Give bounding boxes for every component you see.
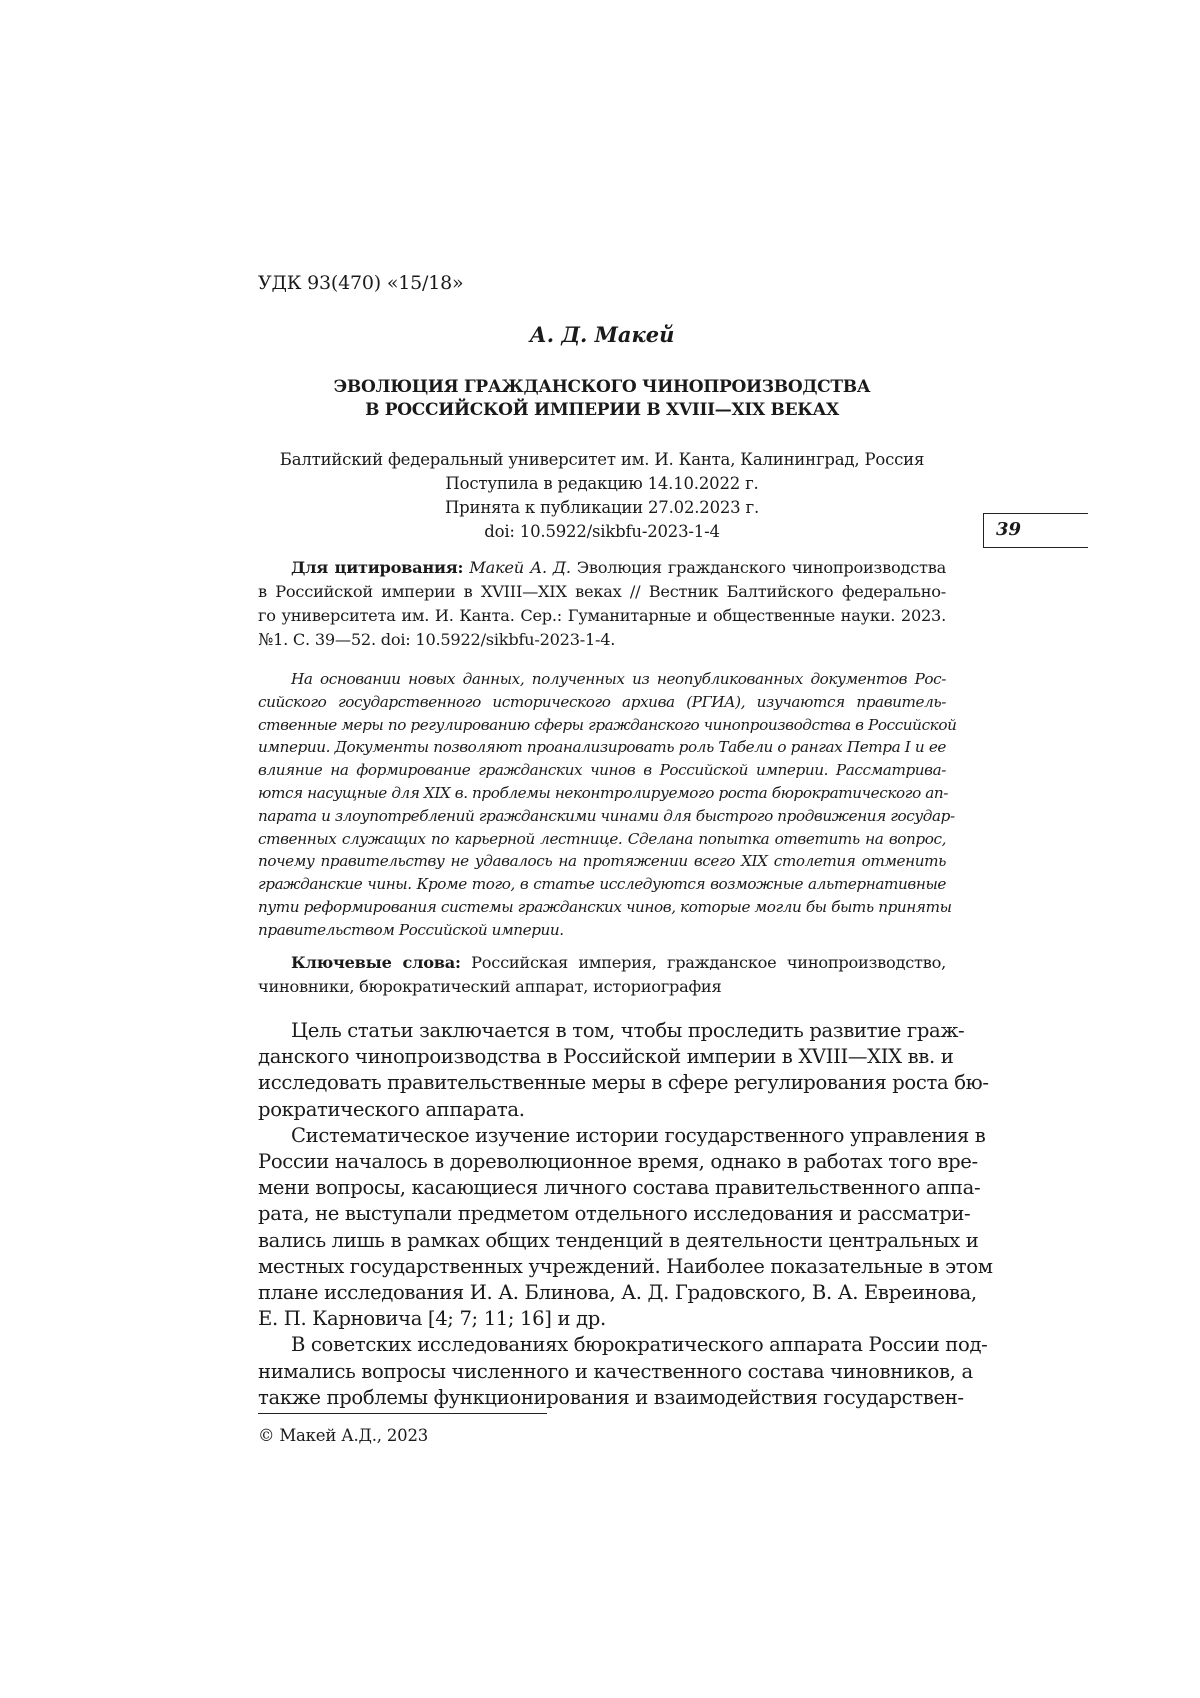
abstract-line: ственных служащих по карьерной лестнице. Сделана попытка ответить на вопрос, (258, 829, 946, 848)
citation-block (258, 556, 946, 652)
body-line: также проблемы функционирования и взаимодействия государствен- (258, 1385, 964, 1409)
body-line: В советских исследованиях бюрократического аппарата России под- (291, 1333, 988, 1357)
keywords-text: Российская империя, гражданское чинопроизводство, (460, 953, 946, 972)
body-line: местных государственных учреждений. Наиболее показательные в этом (258, 1254, 993, 1278)
body-line: Систематическое изучение истории государственного управления в (291, 1123, 986, 1147)
title-line-2: В РОССИЙСКОЙ ИМПЕРИИ В XVIII—XIX ВЕКАХ (365, 400, 839, 420)
citation-line: №1. С. 39—52. doi: 10.5922/sikbfu-2023-1-4. (258, 630, 616, 649)
body-line: Цель статьи заключается в том, чтобы проследить развитие граж- (291, 1019, 965, 1042)
author-name: А. Д. Макей (529, 322, 675, 347)
doi: doi: 10.5922/sikbfu-2023-1-4 (484, 522, 720, 541)
body-line: Е. П. Карновича [4; 7; 11; 16] и др. (258, 1307, 606, 1331)
affiliation-block (258, 448, 946, 544)
footnote-divider (258, 1413, 547, 1414)
title-line-1: ЭВОЛЮЦИЯ ГРАЖДАНСКОГО ЧИНОПРОИЗВОДСТВА (333, 377, 871, 397)
received-date: Поступила в редакцию 14.10.2022 г. (445, 474, 759, 493)
page-number-box (983, 513, 1088, 548)
body-line: рата, не выступали предметом отдельного исследования и рассматри- (258, 1202, 971, 1226)
body-line: вались лишь в рамках общих тенденций в деятельности центральных и (258, 1228, 979, 1252)
article-body (258, 1018, 993, 1411)
abstract-line: империи. Документы позволяют проанализировать роль Табели о рангах Петра I и ее (258, 738, 946, 757)
keywords-line: чиновники, бюрократический аппарат, историография (258, 977, 722, 996)
citation-line: в Российской империи в XVIII—XIX веках // Вестник Балтийского федерально- (258, 582, 946, 601)
page-number: 39 (996, 519, 1022, 540)
accepted-date: Принята к публикации 27.02.2023 г. (444, 498, 760, 517)
citation-line: го университета им. И. Канта. Сер.: Гуманитарные и общественные науки. 2023. (258, 606, 946, 625)
body-line: плане исследования И. А. Блинова, А. Д. Градовского, В. А. Евреинова, (258, 1281, 977, 1305)
abstract-line: ются насущные для XIX в. проблемы неконтролируемого роста бюрократического ап- (258, 783, 949, 802)
body-line: рократического аппарата. (258, 1097, 525, 1121)
body-line: мени вопросы, касающиеся личного состава правительственного аппа- (258, 1176, 981, 1200)
body-line: исследовать правительственные меры в сфере регулирования роста бю- (258, 1071, 989, 1095)
abstract-line: сийского государственного исторического архива (РГИА), изучаются правитель- (258, 692, 946, 711)
abstract-line: ственные меры по регулированию сферы гражданского чинопроизводства в Российской (258, 715, 957, 734)
citation-author: Макей А. Д. (469, 558, 571, 577)
body-line: России началось в дореволюционное время, однако в работах того вре- (258, 1150, 978, 1174)
abstract-line: парата и злоупотреблений гражданскими чинами для быстрого продвижения государ- (258, 806, 955, 825)
keywords-label: Ключевые слова: (291, 953, 461, 972)
affiliation-university: Балтийский федеральный университет им. И. Канта, Калининград, Россия (279, 450, 925, 469)
abstract-line: гражданские чины. Кроме того, в статье исследуются возможные альтернативные (258, 875, 946, 894)
article-title (258, 376, 946, 422)
abstract-line: почему правительству не удавалось на протяжении всего XIX столетия отменить (258, 852, 946, 871)
udk-code: УДК 93(470) «15/18» (258, 272, 464, 294)
abstract (258, 668, 957, 942)
citation-label: Для цитирования: (291, 558, 464, 577)
copyright-footnote: © Макей А.Д., 2023 (258, 1426, 429, 1445)
citation-line (258, 556, 946, 580)
abstract-line: влияние на формирование гражданских чинов в Российской империи. Рассматрива- (258, 761, 946, 780)
keywords-block (258, 951, 946, 999)
body-line: нимались вопросы численного и качественного состава чиновников, а (258, 1359, 973, 1383)
abstract-line: На основании новых данных, полученных из неопубликованных документов Рос- (291, 670, 946, 688)
keywords-line (258, 951, 946, 975)
citation-text: Эволюция гражданского чинопроизводства (570, 558, 946, 577)
abstract-line: правительством Российской империи. (258, 920, 564, 939)
abstract-line: пути реформирования системы гражданских чинов, которые могли бы быть приняты (258, 897, 952, 916)
body-line: данского чинопроизводства в Российской империи в XVIII—XIX вв. и (258, 1045, 954, 1069)
